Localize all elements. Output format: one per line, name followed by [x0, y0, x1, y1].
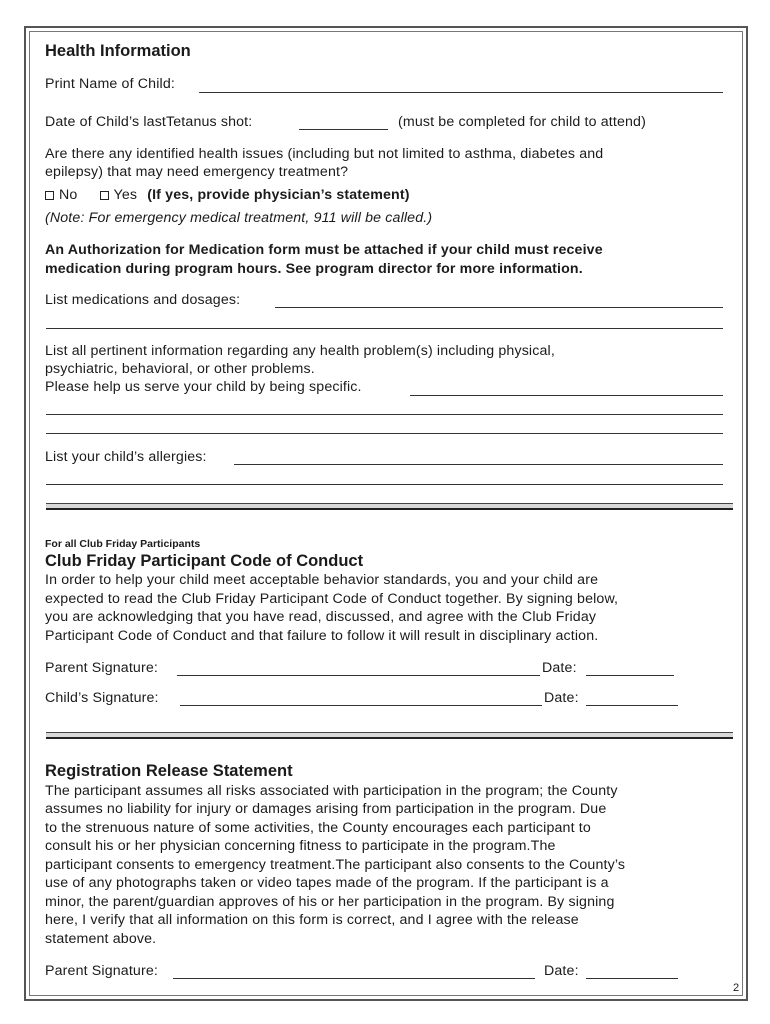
tetanus-date-field[interactable] — [299, 129, 388, 130]
tetanus-note: (must be completed for child to attend) — [398, 114, 646, 130]
pertinent-info-line-1: List all pertinent information regarding any health problem(s) including physical, — [45, 343, 555, 359]
child-name-label: Print Name of Child: — [45, 76, 175, 92]
allergies-field[interactable] — [234, 464, 723, 465]
health-issues-options — [45, 187, 410, 203]
health-issues-question-line-2: epilepsy) that may need emergency treatment? — [45, 164, 349, 180]
tetanus-label: Date of Child’s lastTetanus shot: — [45, 114, 253, 130]
child-name-field[interactable] — [199, 92, 723, 93]
yes-label: Yes — [113, 187, 138, 203]
medications-field-line-2[interactable] — [46, 328, 723, 329]
medications-label: List medications and dosages: — [45, 292, 241, 308]
release-body-line: participant consents to emergency treatment.The participant also consents to the County’s — [45, 857, 626, 873]
conduct-body-line: In order to help your child meet acceptable behavior standards, you and your child are — [45, 572, 599, 588]
allergies-field-line-2[interactable] — [46, 484, 723, 485]
emergency-note: (Note: For emergency medical treatment, 911 will be called.) — [45, 210, 433, 226]
release-body-line: to the strenuous nature of some activities, the County encourages each participant to — [45, 820, 591, 836]
release-body-line: The participant assumes all risks associated with participation in the program; the County — [45, 783, 618, 799]
conduct-heading: Club Friday Participant Code of Conduct — [45, 552, 364, 570]
yes-checkbox[interactable] — [100, 191, 109, 200]
release-body-line: here, I verify that all information on this form is correct, and I agree with the release — [45, 912, 579, 928]
pertinent-info-field-line-3[interactable] — [46, 433, 723, 434]
medications-field[interactable] — [275, 307, 723, 308]
conduct-body-line: Participant Code of Conduct and that failure to follow it will result in disciplinary action. — [45, 628, 599, 644]
release-body-line: use of any photographs taken or video tapes made of the program. If the participant is a — [45, 875, 609, 891]
release-parent-signature-label: Parent Signature: — [45, 963, 158, 979]
section-divider — [46, 732, 733, 739]
health-issues-question-line-1: Are there any identified health issues (including but not limited to asthma, diabetes and — [45, 146, 604, 162]
release-body-line: consult his or her physician concerning fitness to participate in the program.The — [45, 838, 556, 854]
release-heading: Registration Release Statement — [45, 762, 293, 780]
release-body-line: assumes no liability for injury or damages arising from participation in the program. Due — [45, 801, 607, 817]
release-body-line: statement above. — [45, 931, 157, 947]
conduct-body-line: expected to read the Club Friday Participant Code of Conduct together. By signing below, — [45, 591, 619, 607]
release-body-line: minor, the parent/guardian approves of his or her participation in the program. By signing — [45, 894, 615, 910]
pertinent-info-line-3: Please help us serve your child by being specific. — [45, 379, 362, 395]
child-date-label: Date: — [544, 690, 579, 706]
conduct-parent-signature-label: Parent Signature: — [45, 660, 158, 676]
release-date-label: Date: — [544, 963, 579, 979]
release-parent-signature-field[interactable] — [173, 978, 535, 979]
pertinent-info-line-2: psychiatric, behavioral, or other problems. — [45, 361, 315, 377]
no-checkbox[interactable] — [45, 191, 54, 200]
no-label: No — [59, 187, 78, 203]
conduct-parent-signature-field[interactable] — [177, 675, 540, 676]
allergies-label: List your child’s allergies: — [45, 449, 207, 465]
page-number: 2 — [733, 982, 740, 994]
child-date-field[interactable] — [586, 705, 678, 706]
pertinent-info-field-line-2[interactable] — [46, 414, 723, 415]
child-signature-label: Child’s Signature: — [45, 690, 159, 706]
child-signature-field[interactable] — [180, 705, 542, 706]
medication-authorization-line-2: medication during program hours. See program director for more information. — [45, 261, 583, 277]
conduct-kicker: For all Club Friday Participants — [45, 538, 201, 550]
pertinent-info-field[interactable] — [410, 395, 723, 396]
conduct-parent-date-label: Date: — [542, 660, 577, 676]
health-heading: Health Information — [45, 42, 191, 60]
medication-authorization-line-1: An Authorization for Medication form must be attached if your child must receive — [45, 242, 603, 258]
section-divider — [46, 503, 733, 510]
conduct-parent-date-field[interactable] — [586, 675, 674, 676]
yes-note: (If yes, provide physician’s statement) — [147, 187, 410, 203]
release-date-field[interactable] — [586, 978, 678, 979]
conduct-body-line: you are acknowledging that you have read, discussed, and agree with the Club Friday — [45, 609, 597, 625]
